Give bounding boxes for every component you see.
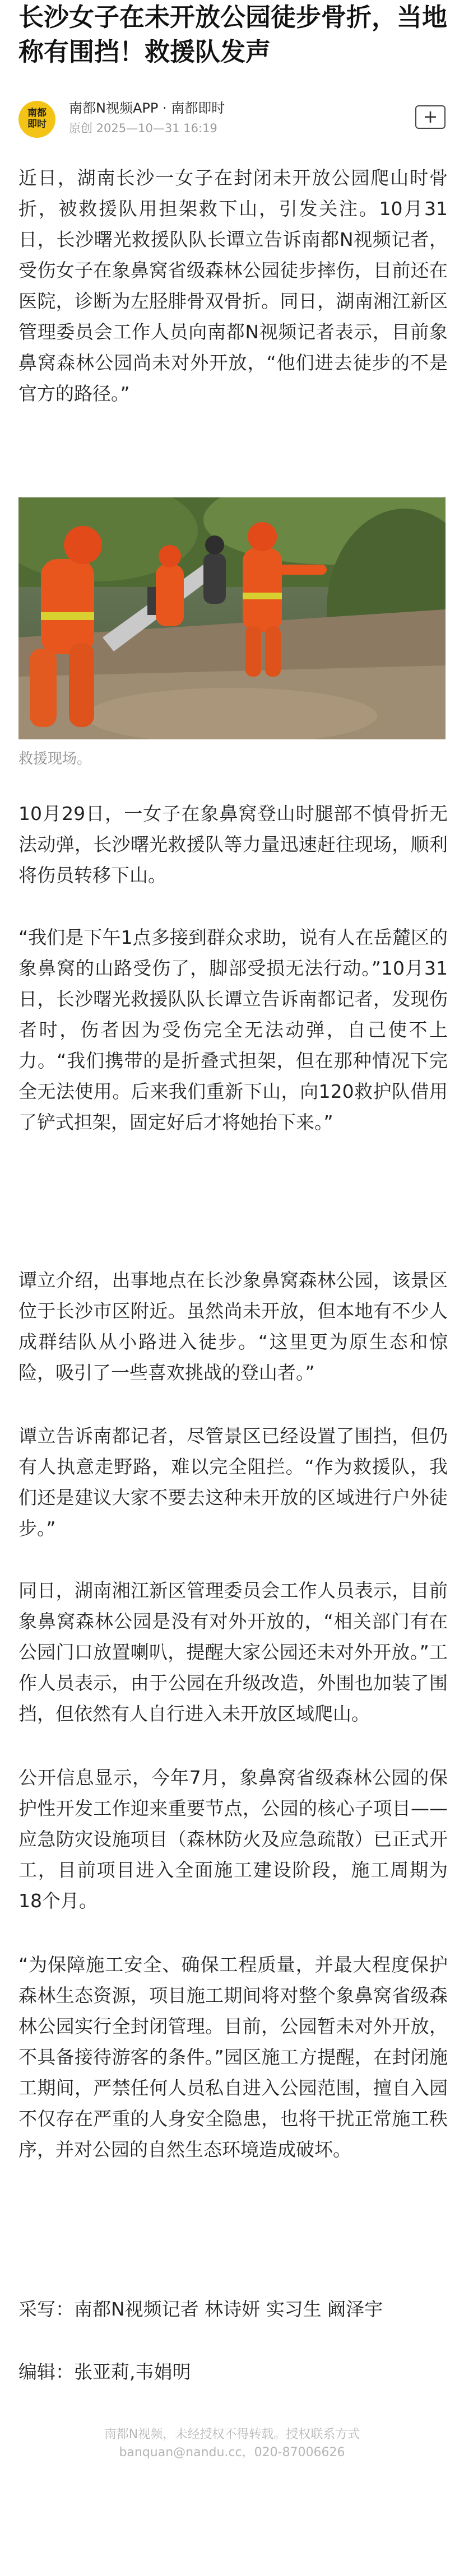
photo-caption: 救援现场。 [18,751,92,767]
paragraph-3: “我们是下午1点多接到群众求助，说有人在岳麓区的象鼻窝的山路受伤了，脚部受损无法行动。”10月31日，长沙曙光救援队队长谭立告诉南都记者，发现伤者时，伤者因为受伤完全无法动弹，自己使不上力。“我们携带的是折叠式担架，但在那种情况下完全无法使用。后来我们重新下山，向120救护队借用了铲式担架，固定好后才将她抬下来。” [18,926,448,1133]
paragraph-6: 同日，湖南湘江新区管理委员会工作人员表示，目前象鼻窝森林公园是没有对外开放的，“相关部门有在公园门口放置喇叭，提醒大家公园还未对外开放。”工作人员表示，由于公园在升级改造，外围也加装了围挡，但依然有人自行进入未开放区域爬山。 [18,1580,448,1725]
paragraph-2: 10月29日，一女子在象鼻窝登山时腿部不慎骨折无法动弹，长沙曙光救援队等力量迅速赶往现场，顺利将伤员转移下山。 [18,803,448,886]
follow-add-button[interactable]: + [415,105,446,129]
article-meta: 原创 2025—10—31 16:19 [69,122,217,135]
copyright-notice: 南都N视频，未经授权不得转载。授权联系方式 [104,2428,360,2442]
author-credit: 采写：南都N视频记者 林诗妍 实习生 阚泽宇 [18,2298,383,2320]
paragraph-5: 谭立告诉南都记者，尽管景区已经设置了围挡，但仍有人执意走野路，难以完全阻拦。“作为救援队，我们还是建议大家不要去这种未开放的区域进行户外徒步。” [18,1425,448,1539]
paragraph-4: 谭立介绍，出事地点在长沙象鼻窝森林公园，该景区位于长沙市区附近。虽然尚未开放，但本地有不少人成群结队从小路进入徒步。“这里更为原生态和惊险，吸引了一些喜欢挑战的登山者。” [18,1269,448,1384]
source-name[interactable]: 南都N视频APP · 南都即时 [69,100,225,116]
source-logo-text: 南都即时 [27,108,47,130]
rescue-photo[interactable] [18,497,446,739]
source-avatar[interactable] [18,101,55,138]
paragraph-8: “为保障施工安全、确保工程质量，并最大程度保护森林生态资源，项目施工期间将对整个象鼻窝省级森林公园实行全封闭管理。目前，公园暂未对外开放，不具备接待游客的条件。”园区施工方提醒，在封闭施工期间，严禁任何人员私自进入公园范围，擅自入园不仅存在严重的人身安全隐患，也将干扰正常施工秩序，并对公园的自然生态环境造成破坏。 [18,1954,448,2160]
paragraph-7: 公开信息显示，今年7月，象鼻窝省级森林公园的保护性开发工作迎来重要节点，公园的核心子项目——应急防灾设施项目（森林防火及应急疏散）已正式开工，目前项目进入全面施工建设阶段，施工周期为18个月。 [18,1767,448,1912]
source-header [18,99,446,142]
copyright-contact[interactable]: banquan@nandu.cc，020-87006626 [119,2445,345,2459]
paragraph-1: 近日，湖南长沙一女子在封闭未开放公园爬山时骨折，被救援队用担架救下山，引发关注。10月31日，长沙曙光救援队队长谭立告诉南都N视频记者，受伤女子在象鼻窝省级森林公园徒步摔伤，目前还在医院，诊断为左胫腓骨双骨折。同日，湖南湘江新区管理委员会工作人员向南都N视频记者表示，目前象鼻窝森林公园尚未对外开放，“他们进去徒步的不是官方的路径。” [18,167,448,404]
editor-credit: 编辑：张亚莉,韦娟明 [18,2361,191,2383]
article-title: 长沙女子在未开放公园徒步骨折，当地称有围挡！救援队发声 [18,2,448,67]
